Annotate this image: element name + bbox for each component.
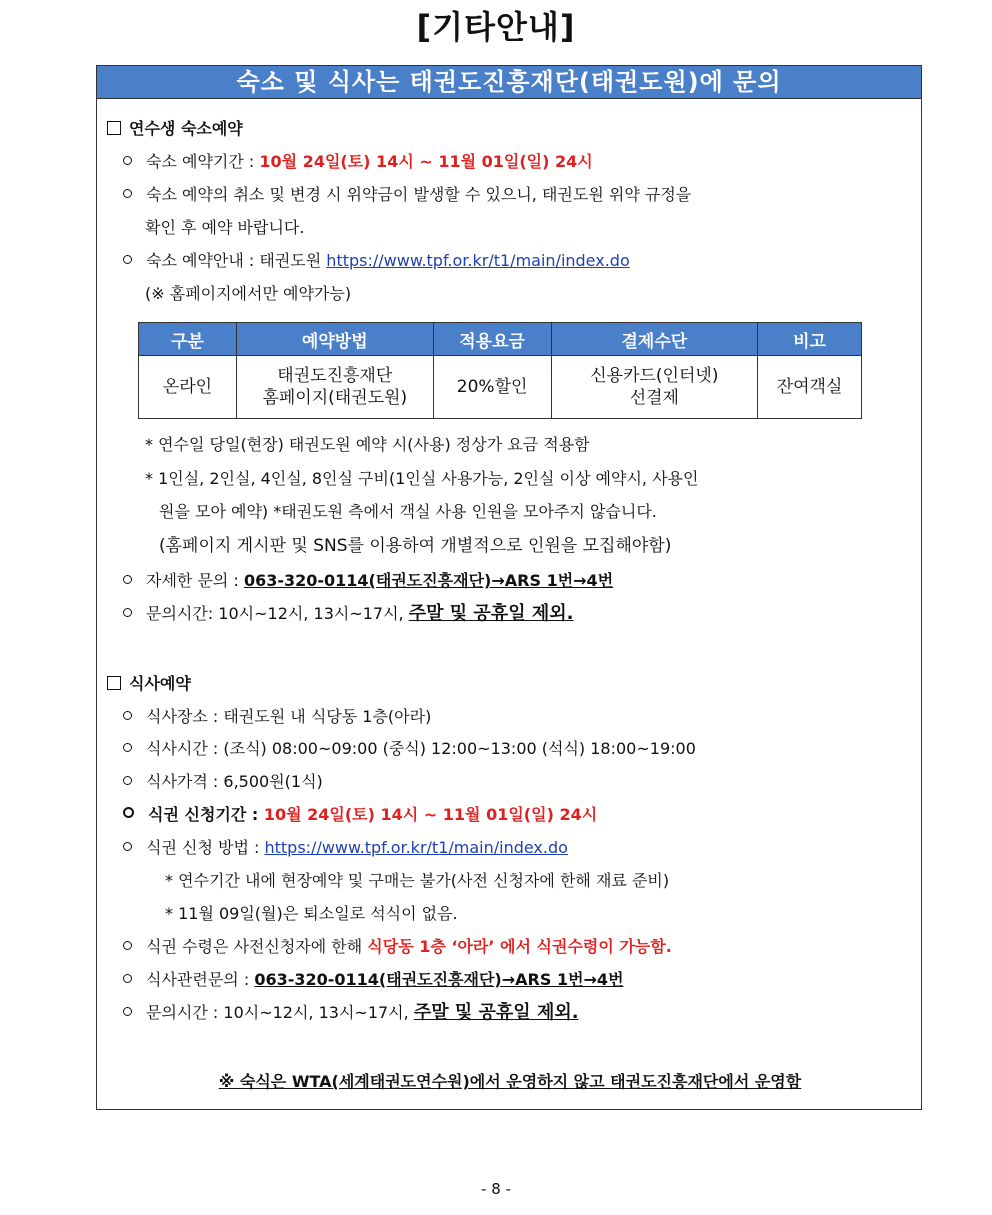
banner-title: 숙소 및 식사는 태권도진흥재단(태권도원)에 문의 [97, 66, 921, 99]
circle-bullet-icon [123, 974, 132, 983]
page-title: [기타안내] [416, 8, 576, 46]
table-header: 비고 [758, 323, 862, 356]
meals-place: 식사장소 : 태권도원 내 식당동 1층(아라) [123, 707, 431, 727]
lodging-contact: 자세한 문의 : 063-320-0114(태권도진흥재단)→ARS 1번→4번 [123, 571, 613, 591]
table-header: 결제수단 [551, 323, 758, 356]
operation-footnote: ※ 숙식은 WTA(세계태권도연수원)에서 운영하지 않고 태권도진흥재단에서 운영함 [218, 1072, 802, 1091]
homepage-only-note: (※ 홈페이지에서만 예약가능) [145, 284, 352, 303]
lodging-cancel-notice-cont: 확인 후 예약 바랍니다. [145, 218, 305, 237]
checkbox-square-icon [107, 676, 121, 690]
meals-method: 식권 신청 방법 : https://www.tpf.or.kr/t1/main/index.do [123, 838, 568, 858]
circle-bullet-icon [123, 842, 132, 851]
meals-price: 식사가격 : 6,500원(1식) [123, 772, 323, 792]
meals-contact: 식사관련문의 : 063-320-0114(태권도진흥재단)→ARS 1번→4번 [123, 970, 624, 990]
circle-bullet-icon [123, 776, 132, 785]
table-cell: 잔여객실 [758, 356, 862, 419]
meals-pickup: 식권 수령은 사전신청자에 한해 식당동 1층 ‘아라’ 에서 식권수령이 가능함. [123, 937, 672, 957]
lodging-note-2: * 1인실, 2인실, 4인실, 8인실 구비(1인실 사용가능, 2인실 이상 예약시, 사용인 [145, 469, 699, 488]
circle-bullet-icon [123, 189, 132, 198]
meals-note-2: * 11월 09일(월)은 퇴소일로 석식이 없음. [165, 904, 458, 923]
table-cell: 온라인 [139, 356, 237, 419]
meals-heading: 식사예약 [107, 674, 191, 694]
meals-hours: 문의시간 : 10시~12시, 13시~17시, 주말 및 공휴일 제외. [123, 1003, 579, 1023]
circle-bullet-icon [123, 608, 132, 617]
page-number: - 8 - [481, 1180, 511, 1198]
circle-bullet-icon [123, 711, 132, 720]
circle-bullet-icon [123, 575, 132, 584]
circle-bullet-icon [123, 941, 132, 950]
table-cell: 태권도진흥재단 홈페이지(태권도원) [236, 356, 433, 419]
lodging-cancel-notice: 숙소 예약의 취소 및 변경 시 위약금이 발생할 수 있으니, 태권도원 위약 규정을 [123, 185, 691, 205]
table-header: 적용요금 [433, 323, 551, 356]
table-cell: 신용카드(인터넷) 선결제 [551, 356, 758, 419]
lodging-heading: 연수생 숙소예약 [107, 119, 243, 139]
lodging-hours: 문의시간: 10시~12시, 13시~17시, 주말 및 공휴일 제외. [123, 604, 573, 624]
lodging-note-1: * 연수일 당일(현장) 태권도원 예약 시(사용) 정상가 요금 적용함 [145, 435, 590, 454]
table-cell: 20%할인 [433, 356, 551, 419]
circle-bullet-icon [123, 1007, 132, 1016]
table-header-row [139, 323, 862, 356]
table-header: 예약방법 [236, 323, 433, 356]
lodging-note-2-cont2: (홈페이지 게시판 및 SNS를 이용하여 개별적으로 인원을 모집해야함) [159, 536, 672, 556]
lodging-url-link[interactable]: https://www.tpf.or.kr/t1/main/index.do [326, 251, 630, 270]
lodging-table [138, 322, 862, 419]
meals-period: 식권 신청기간 : 10월 24일(토) 14시 ~ 11월 01일(일) 24시 [123, 805, 597, 825]
lodging-period: 숙소 예약기간 : 10월 24일(토) 14시 ~ 11월 01일(일) 24시 [123, 152, 593, 172]
table-header: 구분 [139, 323, 237, 356]
lodging-note-2-cont: 원을 모아 예약) *태권도원 측에서 객실 사용 인원을 모아주지 않습니다. [159, 502, 657, 521]
lodging-guide: 숙소 예약안내 : 태권도원 https://www.tpf.or.kr/t1/main/index.do [123, 251, 630, 271]
circle-bullet-icon [123, 743, 132, 752]
checkbox-square-icon [107, 121, 121, 135]
circle-bullet-icon [123, 255, 132, 264]
table-row [139, 356, 862, 419]
meals-time: 식사시간 : (조식) 08:00~09:00 (중식) 12:00~13:00 (석식) 18:00~19:00 [123, 739, 696, 759]
circle-bullet-icon [123, 156, 132, 165]
info-box [96, 65, 922, 1110]
meals-url-link[interactable]: https://www.tpf.or.kr/t1/main/index.do [264, 838, 568, 857]
circle-bullet-icon [123, 807, 134, 818]
meals-note-1: * 연수기간 내에 현장예약 및 구매는 불가(사전 신청자에 한해 재료 준비) [165, 871, 670, 890]
